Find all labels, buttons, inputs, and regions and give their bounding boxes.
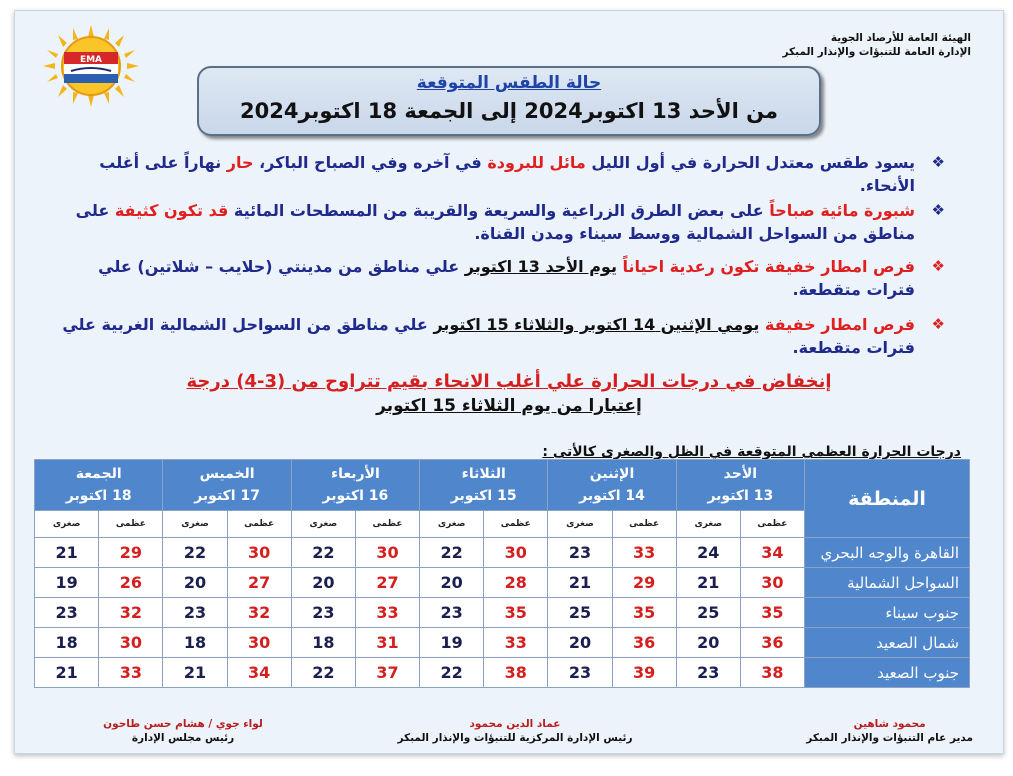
max-temp: 38 <box>740 658 804 688</box>
max-temp: 35 <box>612 598 676 628</box>
min-temp: 23 <box>291 598 355 628</box>
org-department: الإدارة العامة للتنبؤات والإنذار المبكر <box>782 46 971 58</box>
min-temp: 22 <box>420 538 484 568</box>
min-label: صغرى <box>35 511 99 538</box>
day-name: الإثنين <box>589 466 635 482</box>
forecast-bullets <box>45 151 945 359</box>
max-temp: 30 <box>355 538 419 568</box>
table-row <box>35 568 970 598</box>
day-name: الثلاثاء <box>461 466 506 482</box>
min-temp: 23 <box>35 598 99 628</box>
min-label: صغرى <box>420 511 484 538</box>
max-temp: 33 <box>484 628 548 658</box>
max-temp: 34 <box>740 538 804 568</box>
min-temp: 23 <box>548 658 612 688</box>
min-temp: 22 <box>291 658 355 688</box>
min-temp: 21 <box>163 658 227 688</box>
forecast-period: من الأحد 13 اكتوبر2024 إلى الجمعة 18 اكتوبر2024 <box>240 99 778 123</box>
min-temp: 20 <box>420 568 484 598</box>
min-temp: 23 <box>420 598 484 628</box>
org-name: الهيئة العامة للأرصاد الجوية <box>830 32 971 44</box>
forecast-bullet <box>45 199 945 245</box>
signature-chairman <box>73 717 293 745</box>
min-temp: 19 <box>35 568 99 598</box>
day-header <box>163 460 291 511</box>
day-header <box>548 460 676 511</box>
max-temp: 30 <box>227 538 291 568</box>
region-name: جنوب الصعيد <box>805 658 970 688</box>
min-temp: 21 <box>35 658 99 688</box>
temperature-drop-notice <box>15 371 1003 416</box>
day-date: 16 اكتوبر <box>322 488 389 504</box>
max-label: عظمى <box>612 511 676 538</box>
max-temp: 32 <box>99 598 163 628</box>
day-name: الخميس <box>199 466 255 482</box>
region-name: جنوب سيناء <box>805 598 970 628</box>
min-temp: 21 <box>676 568 740 598</box>
max-temp: 29 <box>612 568 676 598</box>
max-label: عظمى <box>740 511 804 538</box>
min-temp: 25 <box>548 598 612 628</box>
logo-text: EMA <box>79 55 103 65</box>
day-name: الأحد <box>723 466 758 482</box>
signer-name: عماد الدين محمود <box>469 718 561 730</box>
max-temp: 30 <box>484 538 548 568</box>
bullet-text: فرص امطار خفيفة تكون رعدية احياناً <box>616 257 915 276</box>
min-temp: 20 <box>163 568 227 598</box>
max-temp: 32 <box>227 598 291 628</box>
temperature-table <box>34 459 970 688</box>
min-temp: 23 <box>548 538 612 568</box>
min-temp: 20 <box>291 568 355 598</box>
bullet-text: نهاراً على أغلب الأنحاء. <box>99 153 915 195</box>
signer-title: مدير عام التنبؤات والإنذار المبكر <box>806 732 973 744</box>
signer-title: رئيس مجلس الإدارة <box>131 732 235 744</box>
bullet-diamond-icon: ❖ <box>931 153 945 171</box>
day-date: 17 اكتوبر <box>194 488 260 504</box>
region-name: السواحل الشمالية <box>805 568 970 598</box>
day-date: 15 اكتوبر <box>450 488 517 504</box>
forecast-bullet <box>45 151 945 197</box>
max-temp: 26 <box>99 568 163 598</box>
region-name: شمال الصعيد <box>805 628 970 658</box>
bullet-text: على بعض الطرق الزراعية والسريعة والقريبة من المسطحات المائية <box>228 201 770 220</box>
max-temp: 28 <box>484 568 548 598</box>
min-temp: 18 <box>291 628 355 658</box>
region-name: القاهرة والوجه البحري <box>805 538 970 568</box>
drop-line-1: إنخفاض في درجات الحرارة علي أغلب الانحاء بقيم تتراوح من (3-4) درجة <box>186 371 832 392</box>
bullet-text: مائل للبرودة <box>481 153 592 172</box>
min-label: صغرى <box>291 511 355 538</box>
max-label: عظمى <box>227 511 291 538</box>
day-date: 14 اكتوبر <box>579 488 645 504</box>
bullet-text: على مناطق من السواحل الشمالية ووسط سيناء ومدن القناة. <box>75 201 915 243</box>
bullet-text: يسود طقس معتدل الحرارة في أول الليل <box>591 153 915 172</box>
bullet-text: فرص امطار خفيفة <box>759 315 915 334</box>
signature-general-manager <box>806 717 973 745</box>
max-label: عظمى <box>99 511 163 538</box>
min-temp: 20 <box>548 628 612 658</box>
max-temp: 27 <box>355 568 419 598</box>
table-row <box>35 628 970 658</box>
min-temp: 22 <box>163 538 227 568</box>
min-temp: 18 <box>35 628 99 658</box>
min-temp: 25 <box>676 598 740 628</box>
max-temp: 34 <box>227 658 291 688</box>
organization-header <box>783 31 971 59</box>
min-temp: 24 <box>676 538 740 568</box>
max-temp: 35 <box>740 598 804 628</box>
signer-name: لواء جوي / هشام حسن طاحون <box>103 718 263 730</box>
table-row <box>35 538 970 568</box>
min-temp: 18 <box>163 628 227 658</box>
max-temp: 31 <box>355 628 419 658</box>
min-temp: 19 <box>420 628 484 658</box>
day-date: 18 اكتوبر <box>65 488 132 504</box>
bullet-text: يوم الأحد 13 اكتوبر <box>464 257 617 276</box>
signer-name: محمود شاهين <box>853 718 926 730</box>
bullet-text: يومي الإثنين 14 اكتوبر والثلاثاء 15 اكتوبر <box>433 315 760 334</box>
max-label: عظمى <box>484 511 548 538</box>
bullet-text: علي مناطق من مدينتي (حلايب – شلاتين) علي فترات متقطعة. <box>98 257 915 299</box>
max-temp: 36 <box>740 628 804 658</box>
table-caption: درجات الحرارة العظمى المتوقعة في الظل والصغرى كالأتى : <box>542 444 961 460</box>
max-temp: 29 <box>99 538 163 568</box>
table-row <box>35 598 970 628</box>
forecast-title: حالة الطقس المتوقعة <box>416 73 602 93</box>
max-temp: 30 <box>99 628 163 658</box>
table-row <box>35 658 970 688</box>
max-temp: 37 <box>355 658 419 688</box>
bullet-diamond-icon: ❖ <box>931 257 945 275</box>
signature-central-director <box>385 717 645 745</box>
day-header <box>420 460 548 511</box>
day-header <box>35 460 163 511</box>
max-temp: 35 <box>484 598 548 628</box>
min-temp: 22 <box>291 538 355 568</box>
day-date: 13 اكتوبر <box>707 488 774 504</box>
min-label: صغرى <box>548 511 612 538</box>
bullet-text: في آخره وفي الصباح الباكر، <box>253 153 482 172</box>
max-temp: 27 <box>227 568 291 598</box>
day-name: الأربعاء <box>330 466 380 482</box>
max-temp: 33 <box>355 598 419 628</box>
min-temp: 23 <box>163 598 227 628</box>
max-temp: 30 <box>227 628 291 658</box>
day-header <box>676 460 804 511</box>
bullet-text: قد تكون كثيفة <box>114 201 229 220</box>
max-label: عظمى <box>355 511 419 538</box>
max-temp: 36 <box>612 628 676 658</box>
min-temp: 23 <box>676 658 740 688</box>
signer-title: رئيس الإدارة المركزية للتنبؤات والإنذار المبكر <box>397 732 633 744</box>
drop-line-2: إعتبارا من يوم الثلاثاء 15 اكتوبر <box>376 396 642 416</box>
forecast-bullet <box>45 313 945 359</box>
max-temp: 38 <box>484 658 548 688</box>
min-label: صغرى <box>163 511 227 538</box>
max-temp: 39 <box>612 658 676 688</box>
bullet-text: شبورة مائية صباحاً <box>769 201 915 220</box>
min-temp: 20 <box>676 628 740 658</box>
ema-logo-icon <box>43 25 139 107</box>
bullet-diamond-icon: ❖ <box>931 201 945 219</box>
day-header <box>291 460 419 511</box>
title-box <box>197 66 821 136</box>
min-label: صغرى <box>676 511 740 538</box>
min-temp: 22 <box>420 658 484 688</box>
forecast-bullet <box>45 255 945 301</box>
max-temp: 33 <box>99 658 163 688</box>
min-temp: 21 <box>35 538 99 568</box>
day-name: الجمعة <box>75 466 122 482</box>
max-temp: 30 <box>740 568 804 598</box>
max-temp: 33 <box>612 538 676 568</box>
bullet-text: حار <box>226 153 254 172</box>
min-temp: 21 <box>548 568 612 598</box>
bullet-diamond-icon: ❖ <box>931 315 945 333</box>
bullet-text: علي مناطق من السواحل الشمالية الغربية علي فترات متقطعة. <box>62 315 915 357</box>
region-column-header: المنطقة <box>805 460 970 538</box>
